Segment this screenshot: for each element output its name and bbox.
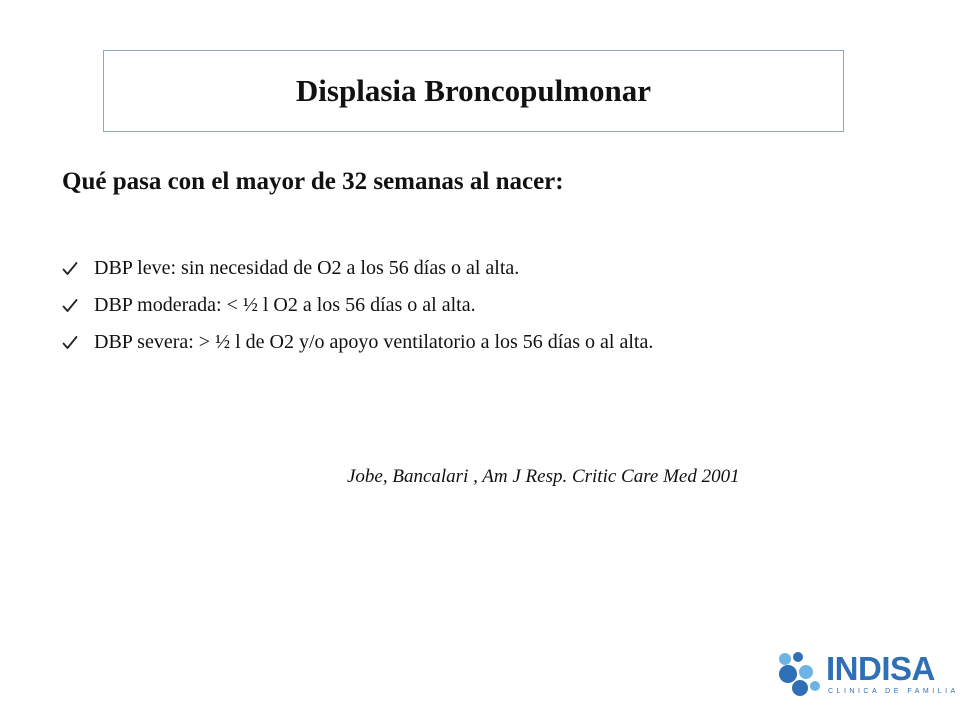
check-icon	[62, 261, 78, 277]
bullet-item	[62, 287, 653, 324]
check-icon	[62, 298, 78, 314]
bullet-list	[62, 250, 653, 361]
bullet-item	[62, 324, 653, 361]
indisa-logo-mark-icon	[776, 650, 822, 698]
slide-subtitle: Qué pasa con el mayor de 32 semanas al nacer:	[62, 168, 564, 195]
logo-wordmark: INDISA	[826, 650, 935, 687]
citation: Jobe, Bancalari , Am J Resp. Critic Care Med 2001	[347, 466, 740, 487]
slide-title: Displasia Broncopulmonar	[295, 73, 652, 108]
bullet-text: DBP severa: > ½ l de O2 y/o apoyo ventilatorio a los 56 días o al alta.	[94, 331, 654, 353]
bullet-text: DBP moderada: < ½ l O2 a los 56 días o al alta.	[94, 294, 476, 316]
title-box	[103, 50, 844, 132]
logo-tagline: CLINICA DE FAMILIA	[828, 688, 959, 695]
indisa-logo	[776, 650, 959, 698]
bullet-item	[62, 250, 653, 287]
check-icon	[62, 335, 78, 351]
bullet-text: DBP leve: sin necesidad de O2 a los 56 días o al alta.	[94, 257, 520, 279]
